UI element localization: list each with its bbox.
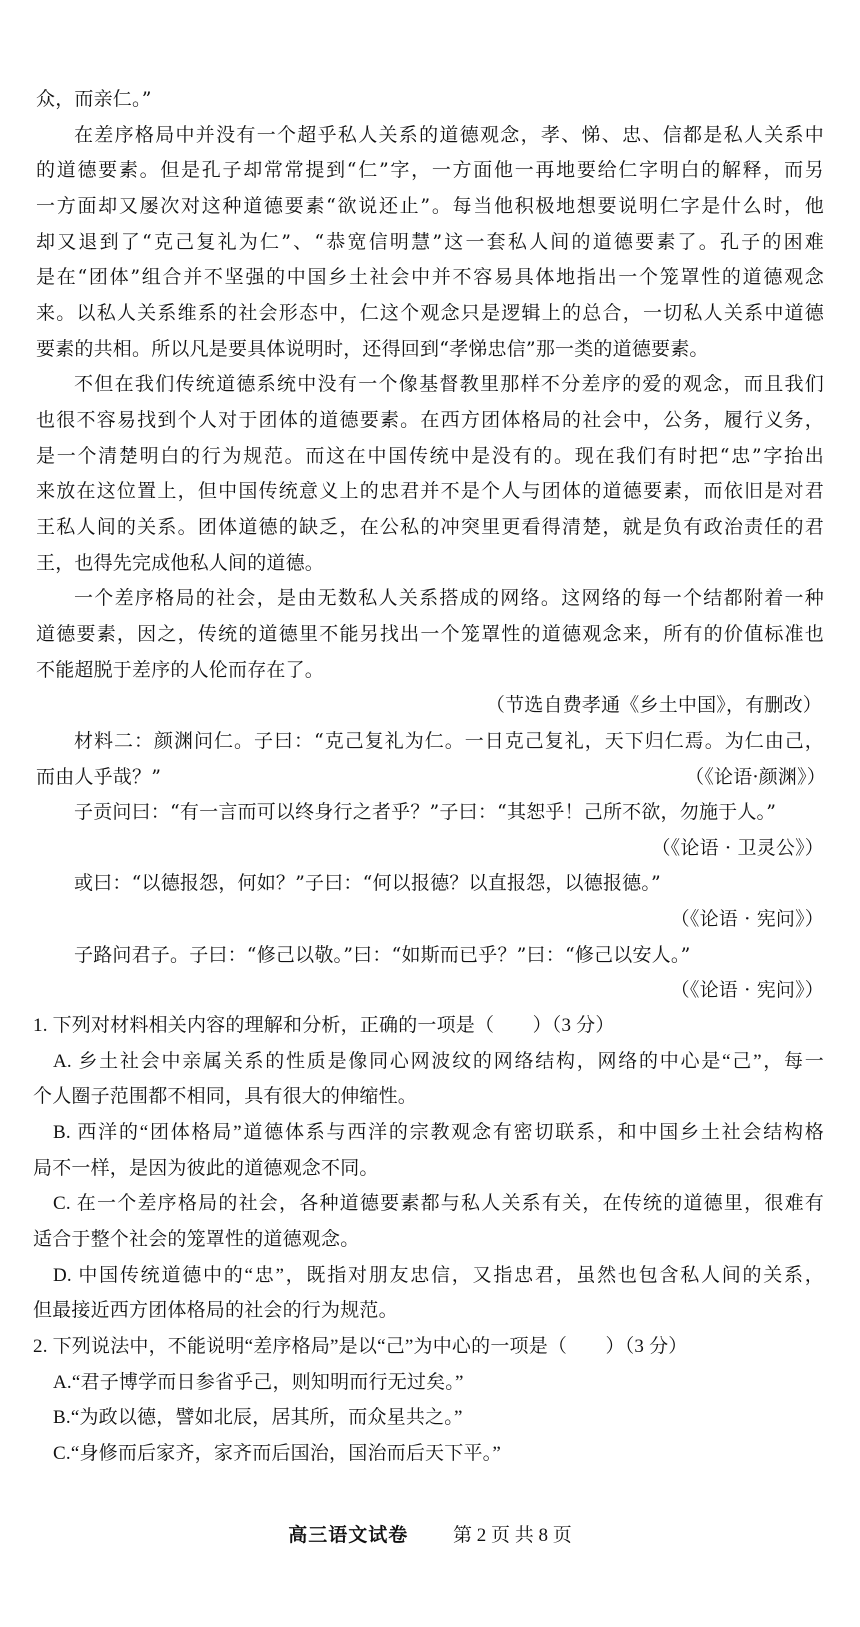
exam-title: 高三语文试卷 [288, 1525, 409, 1546]
text-line: 也很不容易找到个人对于团体的道德要素。在西方团体格局的社会中，公务，履行义务， [36, 409, 824, 431]
source-citation: （节选自费孝通《乡土中国》，有删改） [485, 694, 822, 716]
text-line: 材料二：颜渊问仁。子曰：“克己复礼为仁。一日克己复礼，天下归仁焉。为仁由己， [74, 730, 824, 752]
text-line: 要素的共相。所以凡是要具体说明时，还得回到“孝悌忠信”那一类的道德要素。 [36, 338, 709, 360]
question-1-stem: 1. 下列对材料相关内容的理解和分析，正确的一项是（ ）（3 分） [33, 1015, 615, 1036]
text-fragment: 而由人乎哉？” [36, 766, 162, 788]
question-1-option-c-cont: 适合于整个社会的笼罩性的道德观念。 [33, 1229, 360, 1250]
text-line: 的道德要素。但是孔子却常常提到“仁”字，一方面他一再地要给仁字明白的解释，而另 [36, 159, 824, 181]
text-line: 来放在这位置上，但中国传统意义上的忠君并不是个人与团体的道德要素，而依旧是对君 [36, 480, 824, 502]
question-1-option-d: D. 中国传统道德中的“忠”，既指对朋友忠信，又指忠君，虽然也包含私人间的关系， [53, 1265, 824, 1286]
question-2-option-a: A.“君子博学而日参省乎己，则知明而行无过矣。” [53, 1372, 464, 1393]
text-line: 一方面却又屡次对这种道德要素“欲说还止”。每当他积极地想要说明仁字是什么时，他 [36, 195, 824, 217]
text-line: 子路问君子。子曰：“修己以敬。”曰：“如斯而已乎？”曰：“修己以安人。” [74, 944, 691, 966]
question-1-option-a-cont: 个人圈子范围都不相同，具有很大的伸缩性。 [33, 1086, 418, 1107]
text-line: 不能超脱于差序的人伦而存在了。 [36, 659, 325, 681]
page-footer [0, 1523, 860, 1549]
text-line: 子贡问曰：“有一言而可以终身行之者乎？”子曰：“其恕乎！己所不欲，勿施于人。” [74, 801, 777, 823]
text-line: 王，也得先完成他私人间的道德。 [36, 552, 325, 574]
text-line: 一个差序格局的社会，是由无数私人关系搭成的网络。这网络的每一个结都附着一种 [74, 587, 824, 609]
question-1-option-b-cont: 局不一样，是因为彼此的道德观念不同。 [33, 1158, 379, 1179]
text-line: 却又退到了“克己复礼为仁”、“恭宽信明慧”这一套私人间的道德要素了。孔子的困难 [36, 231, 824, 253]
text-line: 道德要素，因之，传统的道德里不能另找出一个笼罩性的道德观念来，所有的价值标准也 [36, 623, 824, 645]
text-line: 或曰：“以德报怨，何如？”子曰：“何以报德？以直报怨，以德报德。” [74, 872, 661, 894]
page-number: 第 2 页 共 8 页 [453, 1525, 572, 1546]
text-line [36, 764, 826, 790]
question-2-stem: 2. 下列说法中，不能说明“差序格局”是以“己”为中心的一项是（ ）（3 分） [33, 1336, 688, 1357]
source-citation: （《论语·颜渊》） [685, 766, 826, 788]
question-1-option-c: C. 在一个差序格局的社会，各种道德要素都与私人关系有关，在传统的道德里，很难有 [53, 1193, 824, 1214]
text-line: 在差序格局中并没有一个超乎私人关系的道德观念，孝、悌、忠、信都是私人关系中 [74, 124, 824, 146]
question-2-option-c: C.“身修而后家齐，家齐而后国治，国治而后天下平。” [53, 1443, 501, 1464]
question-1-option-b: B. 西洋的“团体格局”道德体系与西洋的宗教观念有密切联系，和中国乡土社会结构格 [53, 1122, 824, 1143]
question-1-option-a: A. 乡土社会中亲属关系的性质是像同心网波纹的网络结构，网络的中心是“己”，每一 [53, 1051, 824, 1072]
text-line: 不但在我们传统道德系统中没有一个像基督教里那样不分差序的爱的观念，而且我们 [74, 373, 824, 395]
text-line: 是在“团体”组合并不坚强的中国乡土社会中并不容易具体地指出一个笼罩性的道德观念 [36, 266, 824, 288]
question-1-option-d-cont: 但最接近西方团体格局的社会的行为规范。 [33, 1300, 398, 1321]
source-citation: （《论语 · 卫灵公》） [651, 837, 824, 859]
text-line: 来。以私人关系维系的社会形态中，仁这个观念只是逻辑上的总合，一切私人关系中道德 [36, 302, 824, 324]
text-line: 王私人间的关系。团体道德的缺乏，在公私的冲突里更看得清楚，就是负有政治责任的君 [36, 516, 824, 538]
text-line: 是一个清楚明白的行为规范。而这在中国传统中是没有的。现在我们有时把“忠”字抬出 [36, 445, 824, 467]
source-citation: （《论语 · 宪问》） [670, 979, 824, 1001]
source-citation: （《论语 · 宪问》） [670, 908, 824, 930]
text-line: 众，而亲仁。” [36, 88, 152, 110]
question-2-option-b: B.“为政以德，譬如北辰，居其所，而众星共之。” [53, 1407, 463, 1428]
